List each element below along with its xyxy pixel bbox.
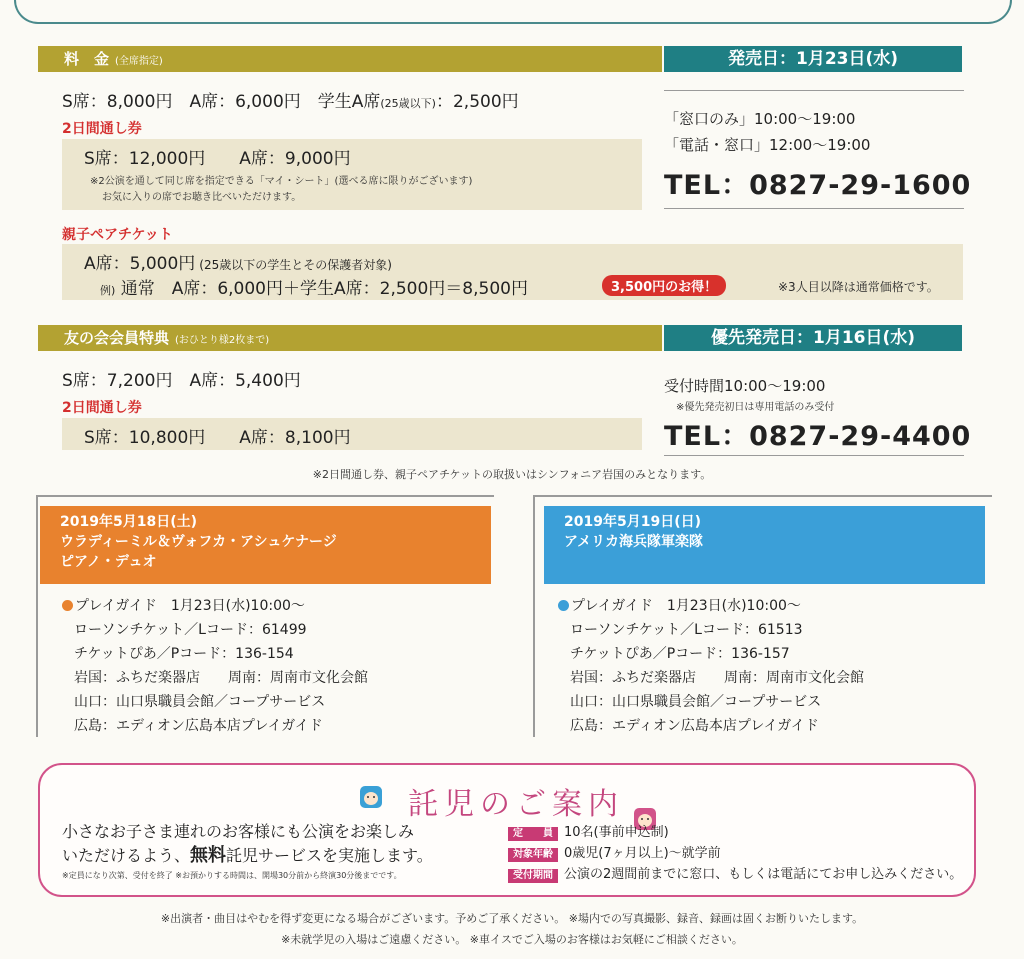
priority-release-header: 優先発売日：1月16日(水) [664, 325, 962, 351]
footer-note-1: ※出演者・曲目はやむを得ず変更になる場合がございます。予めご了承ください。 ※場内での写真撮影、録音、録画は固くお断りいたします。 [160, 912, 864, 925]
list-item: チケットぴあ／Pコード：136-157 [570, 646, 790, 662]
phone-number: TEL：0827-29-1600 [664, 170, 972, 201]
event-1-title-1: ウラディーミル＆ヴォフカ・アシュケナージ [60, 534, 337, 550]
list-item: チケットぴあ／Pコード：136-154 [74, 646, 294, 662]
event-1-title-2: ピアノ・デュオ [60, 554, 157, 570]
members-header [38, 325, 662, 351]
price-header [38, 46, 662, 72]
member-two-day-prices: S席：10,800円 A席：8,100円 [84, 428, 351, 448]
regular-prices: S席：8,000円 A席：6,000円 学生A席(25歳以下)：2,500円 [62, 92, 519, 112]
pair-ticket-box [62, 244, 963, 300]
two-day-pass-box [62, 139, 642, 210]
members-header-sub: (おひとり様2枚まで) [175, 335, 270, 346]
member-hours-note: ※優先発売初日は専用電話のみ受付 [676, 402, 835, 413]
childcare-description: 小さなお子さま連れのお客様にも公演をお楽しみ いただけるよう、無料託児サービスを実施します。 [62, 822, 433, 866]
orange-dot-icon [62, 600, 73, 611]
blue-dot-icon [558, 600, 569, 611]
footer-note-2: ※未就学児の入場はご遠慮ください。 ※車イスでご入場のお客様はお気軽にご相談ください。 [281, 933, 743, 946]
member-hours: 受付時間10:00〜19:00 [664, 377, 826, 395]
member-prices: S席：7,200円 A席：5,400円 [62, 371, 301, 391]
two-day-pass-note-1: ※2公演を通して同じ席を指定できる「マイ・シート」(選べる席に限りがございます) [90, 176, 473, 187]
phone-hours: 「電話・窓口」12:00〜19:00 [664, 136, 871, 154]
event-1-date: 2019年5月18日(土) [60, 514, 197, 530]
event-2-title-1: アメリカ海兵隊軍楽隊 [564, 534, 704, 550]
release-date-header: 発売日：1月23日(水) [664, 46, 962, 72]
divider [664, 208, 964, 209]
divider [664, 455, 964, 456]
member-two-day-label: 2日間通し券 [62, 400, 142, 416]
member-two-day-box [62, 418, 642, 450]
list-item: 岩国：ふちだ楽器店 周南：周南市文化会館 [570, 670, 864, 686]
list-item: 山口：山口県職員会館／コープサービス [570, 694, 822, 710]
two-day-pass-label: 2日間通し券 [62, 121, 142, 137]
price-header-sub: (全席指定) [115, 56, 163, 67]
list-item: ローソンチケット／Lコード：61499 [74, 622, 307, 638]
savings-badge: 3,500円のお得！ [602, 275, 726, 296]
box-office-hours: 「窓口のみ」10:00〜19:00 [664, 110, 856, 128]
list-item: プレイガイド 1月23日(水)10:00〜 [558, 594, 864, 618]
member-phone-number: TEL：0827-29-4400 [664, 421, 972, 452]
two-day-pass-prices: S席：12,000円 A席：9,000円 [84, 149, 351, 169]
list-item: ローソンチケット／Lコード：61513 [570, 622, 803, 638]
list-item: 広島：エディオン広島本店プレイガイド [570, 718, 819, 734]
childcare-note: ※定員になり次第、受付を終了 ※お預かりする時間は、開場30分前から終演30分後までです。 [62, 871, 402, 880]
list-item: 岩国：ふちだ楽器店 周南：周南市文化会館 [74, 670, 368, 686]
pair-ticket-line-1: A席：5,000円 (25歳以下の学生とその保護者対象) [84, 254, 392, 274]
members-header-title: 友の会会員特典 [64, 329, 170, 347]
childcare-title: 託児のご案内 [408, 787, 624, 822]
pair-ticket-line-2: 例) 通常 A席：6,000円＋学生A席：2,500円＝8,500円 [100, 279, 528, 299]
list-item: プレイガイド 1月23日(水)10:00〜 [62, 594, 368, 618]
list-item: 定 員 10名(事前申込制) [508, 822, 962, 843]
handling-note: ※2日間通し券、親子ペアチケットの取扱いはシンフォニア岩国のみとなります。 [312, 468, 712, 481]
price-header-title: 料 金 [64, 50, 110, 68]
childcare-title-row [360, 779, 660, 822]
boy-face-icon [360, 786, 382, 808]
event-2-header [544, 506, 985, 584]
event-2-date: 2019年5月19日(日) [564, 514, 701, 530]
pair-ticket-label: 親子ペアチケット [62, 227, 173, 243]
top-frame-border [14, 0, 1012, 24]
list-item: 山口：山口県職員会館／コープサービス [74, 694, 326, 710]
childcare-details [508, 822, 962, 885]
list-item: 受付期間 公演の2週間前までに窓口、もしくは電話にてお申し込みください。 [508, 864, 962, 885]
two-day-pass-note-2: お気に入りの席でお聴き比べいただけます。 [102, 192, 302, 203]
pair-ticket-note: ※3人目以降は通常価格です。 [778, 280, 939, 294]
event-1-header [40, 506, 491, 584]
event-1-ticket-info [62, 594, 368, 738]
event-2-ticket-info [558, 594, 864, 738]
list-item: 対象年齢 0歳児(7ヶ月以上)〜就学前 [508, 843, 962, 864]
list-item: 広島：エディオン広島本店プレイガイド [74, 718, 323, 734]
divider [664, 90, 964, 91]
